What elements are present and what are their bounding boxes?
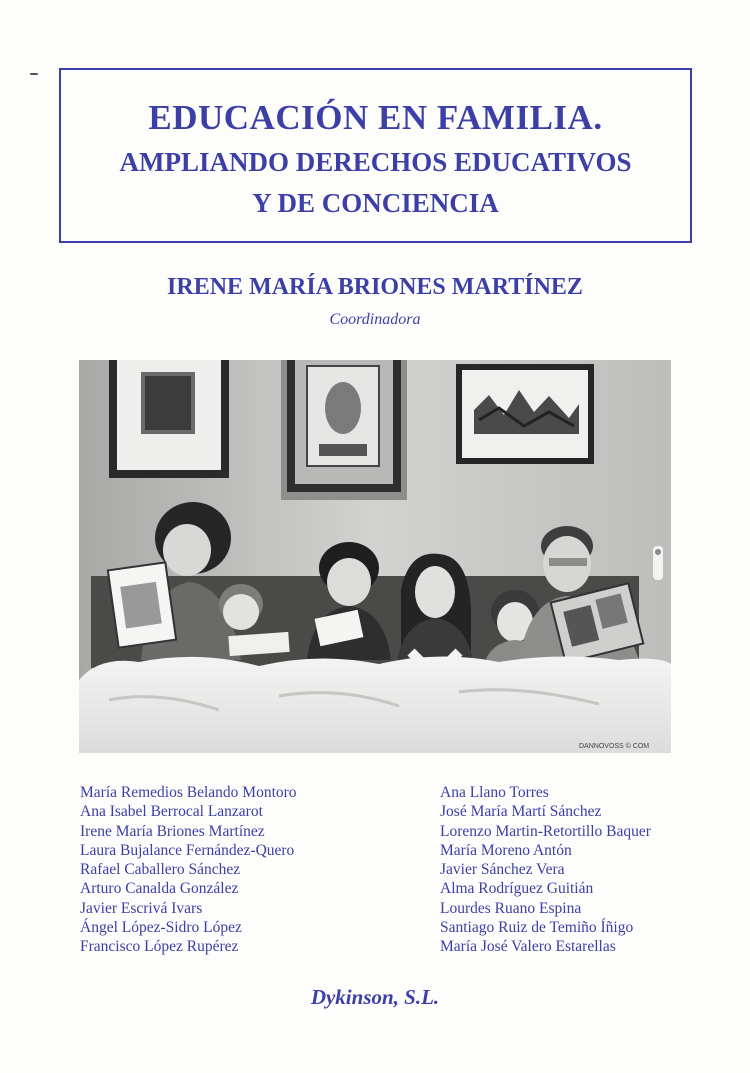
scan-speck (30, 73, 38, 75)
authors-right-column (440, 783, 651, 957)
author-name: María Moreno Antón (440, 841, 572, 859)
photo-credit: DANNOVOSS © COM (579, 743, 650, 750)
author-name: Santiago Ruiz de Temiño Íñigo (440, 919, 634, 937)
framed-picture-right (456, 364, 594, 464)
publisher-logo: Dykinson, S.L. (310, 985, 440, 1009)
framed-picture-left (109, 360, 229, 478)
author-name: Lorenzo Martin-Retortillo Baquer (440, 822, 651, 840)
author-name: Ángel López-Sidro López (80, 919, 242, 937)
title-box (59, 68, 692, 243)
author-name: Ana Isabel Berrocal Lanzarot (80, 803, 263, 821)
coordinator-role: Coordinadora (329, 311, 421, 328)
book-title-line-3: Y DE CONCIENCIA (252, 188, 499, 218)
author-name: Arturo Canalda González (80, 880, 239, 898)
author-name: María Remedios Belando Montoro (80, 784, 297, 801)
book-title-line-2: AMPLIANDO DERECHOS EDUCATIVOS (119, 147, 632, 177)
author-name: Javier Escrivá Ivars (80, 899, 203, 917)
author-name: Irene María Briones Martínez (80, 822, 265, 840)
author-name: Javier Sánchez Vera (440, 861, 565, 879)
author-name: Ana Llano Torres (440, 784, 549, 801)
author-name: Francisco López Rupérez (80, 938, 239, 956)
authors-left-column (80, 783, 297, 957)
author-name: José María Martí Sánchez (440, 803, 602, 821)
author-name: Laura Bujalance Fernández-Quero (80, 841, 295, 859)
wall-lamp (653, 546, 663, 580)
book-title-line-1: EDUCACIÓN EN FAMILIA. (148, 98, 603, 137)
author-name: Rafael Caballero Sánchez (80, 861, 241, 879)
author-name: Lourdes Ruano Espina (440, 899, 582, 917)
framed-picture-center (281, 360, 407, 500)
cover-photo (79, 360, 671, 753)
author-name: Alma Rodríguez Guitián (440, 880, 594, 898)
author-name: María José Valero Estarellas (440, 938, 616, 956)
coordinator-name: IRENE MARÍA BRIONES MARTÍNEZ (167, 274, 583, 300)
